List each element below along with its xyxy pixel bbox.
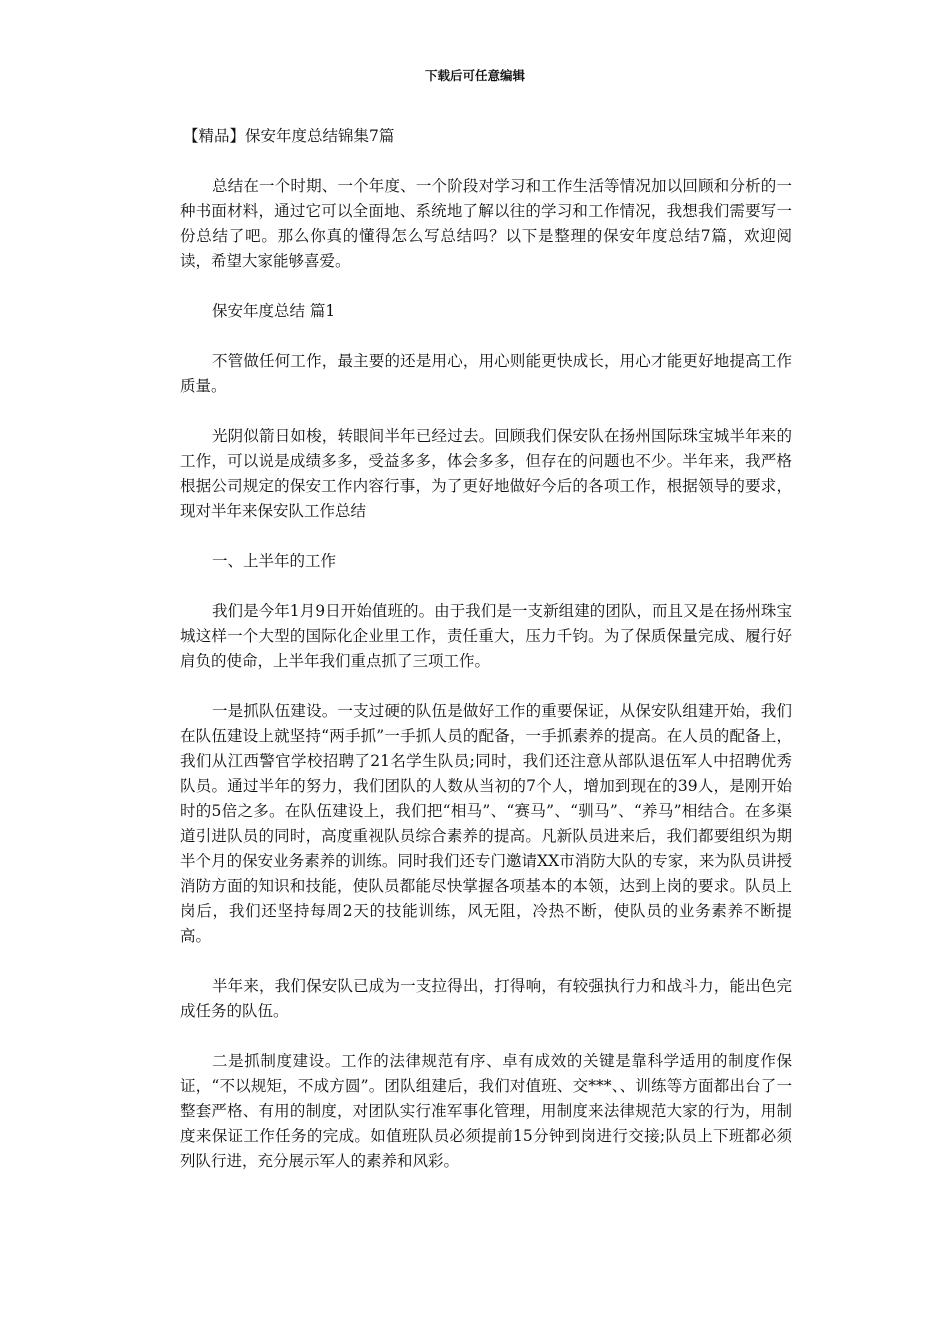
paragraph-intro: 总结在一个时期、一个年度、一个阶段对学习和工作生活等情况加以回顾和分析的一种书面材料，通过它可以全面地、系统地了解以往的学习和工作情况，我想我们需要写一份总结了吧。那么你真的懂得怎么写总结吗？以下是整理的保安年度总结7篇，欢迎阅读，希望大家能够喜爱。 <box>180 177 792 270</box>
subheading-first-half-work: 一、上半年的工作 <box>212 552 337 570</box>
paragraph: 半年来，我们保安队已成为一支拉得出，打得响，有较强执行力和战斗力，能出色完成任务的队伍。 <box>180 977 792 1020</box>
section-heading-part1: 保安年度总结 篇1 <box>212 302 336 320</box>
paragraph: 光阴似箭日如梭，转眼间半年已经过去。回顾我们保安队在扬州国际珠宝城半年来的工作，可以说是成绩多多，受益多多，体会多多，但存在的问题也不少。半年来，我严格根据公司规定的保安工作内容行事，为了更好地做好今后的各项工作，根据领导的要求，现对半年来保安队工作总结 <box>180 427 792 520</box>
paragraph: 一是抓队伍建设。一支过硬的队伍是做好工作的重要保证，从保安队组建开始，我们在队伍建设上就坚持“两手抓”一手抓人员的配备，一手抓素养的提高。在人员的配备上，我们从江西警官学校招聘了21名学生队员;同时，我们还注意从部队退伍军人中招聘优秀队员。通过半年的努力，我们团队的人数从当初的7个人，增加到现在的39人，是刚开始时的5倍之多。在队伍建设上，我们把“相马”、“赛马”、“驯马”、“养马”相结合。在多渠道引进队员的同时，高度重视队员综合素养的提高。凡新队员进来后，我们都要组织为期半个月的保安业务素养的训练。同时我们还专门邀请XX市消防大队的专家，来为队员讲授消防方面的知识和技能，使队员都能尽快掌握各项基本的本领，达到上岗的要求。队员上岗后，我们还坚持每周2天的技能训练，风无阻，冷热不断，使队员的业务素养不断提高。 <box>180 702 792 945</box>
document-title: 【精品】保安年度总结锦集7篇 <box>183 127 395 145</box>
paragraph: 二是抓制度建设。工作的法律规范有序、卓有成效的关键是靠科学适用的制度作保证，“不以规矩，不成方圆”。团队组建后，我们对值班、交***、、训练等方面都出台了一整套严格、有用的制度，对团队实行准军事化管理，用制度来法律规范大家的行为，用制度来保证工作任务的完成。如值班队员必须提前15分钟到岗进行交接;队员上下班都必须列队行进，充分展示军人的素养和风彩。 <box>180 1052 792 1170</box>
paragraph: 我们是今年1月9日开始值班的。由于我们是一支新组建的团队，而且又是在扬州珠宝城这样一个大型的国际化企业里工作，责任重大，压力千钧。为了保质保量完成、履行好肩负的使命，上半年我们重点抓了三项工作。 <box>180 602 792 670</box>
document-body <box>180 124 792 1199</box>
paragraph: 不管做任何工作，最主要的还是用心，用心则能更快成长，用心才能更好地提高工作质量。 <box>180 352 792 395</box>
header-note: 下载后可任意编辑 <box>424 68 525 83</box>
